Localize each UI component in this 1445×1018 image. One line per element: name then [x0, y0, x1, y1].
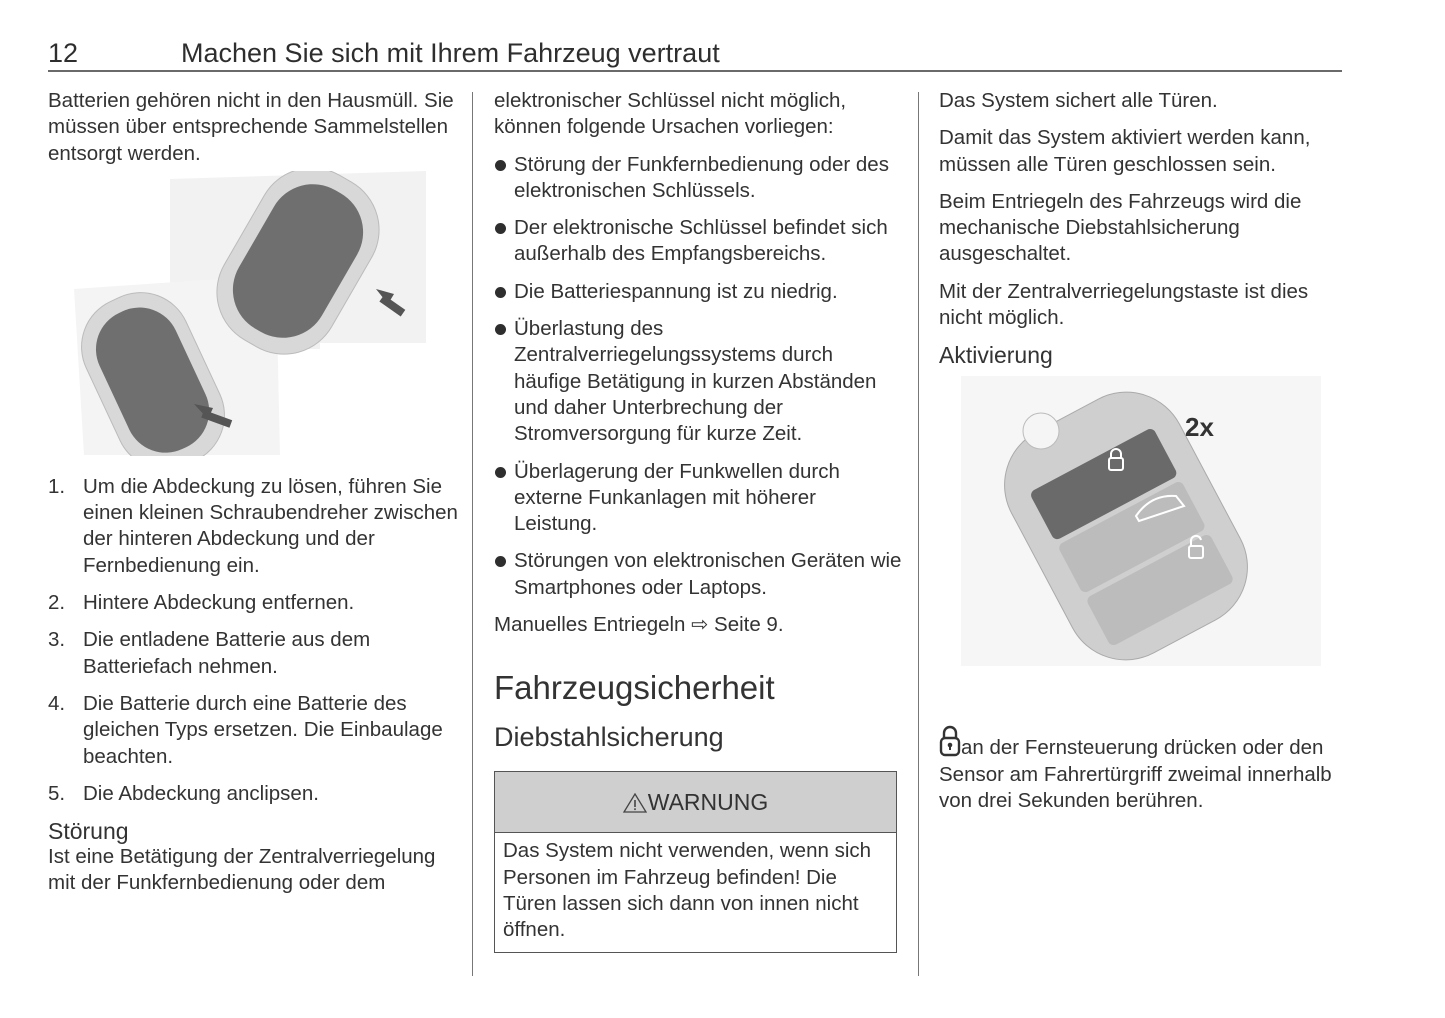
- column-divider: [472, 92, 473, 976]
- list-item: Störung der Funkfernbedienung oder des elektronischen Schlüssels.: [494, 152, 904, 205]
- list-item: 3. Die entladene Batterie aus dem Batteriefach nehmen.: [48, 628, 371, 678]
- section-title: Fahrzeugsicherheit: [494, 669, 775, 707]
- paragraph: Damit das System aktiviert werden kann, müssen alle Türen geschlossen sein.: [939, 126, 1311, 176]
- causes-list: [494, 152, 904, 601]
- aktivierung-heading: Aktivierung: [939, 342, 1053, 369]
- list-item: Der elektronische Schlüssel befindet sich außerhalb des Empfangsbereichs.: [494, 215, 904, 268]
- activation-instruction: an der Fernsteuerung drücken oder den Sensor am Fahrertürgriff zweimal innerhalb von drei Sekunden berühren.: [939, 724, 1344, 814]
- page-header: [48, 38, 1342, 72]
- list-item: 1. Um die Abdeckung zu lösen, führen Sie einen kleinen Schraubendreher zwischen der hinteren Abdeckung und der Fernbedienung ein.: [48, 474, 458, 577]
- column-left: [48, 88, 458, 908]
- paragraph: Beim Entriegeln des Fahrzeugs wird die mechanische Diebstahlsicherung ausgeschaltet.: [939, 189, 1302, 266]
- page-title: Machen Sie sich mit Ihrem Fahrzeug vertraut: [181, 38, 720, 68]
- remote-key-fob-image: [961, 376, 1321, 666]
- paragraph: Das System sichert alle Türen.: [939, 89, 1218, 112]
- stoerung-text: Ist eine Betätigung der Zentralverriegelung mit der Funkfernbedienung oder dem: [48, 845, 436, 895]
- column-right: [939, 88, 1344, 825]
- column-middle: [494, 88, 904, 953]
- manual-unlock-reference[interactable]: Manuelles Entriegeln ⇨ Seite 9.: [494, 613, 784, 637]
- remote-key-back-cover-image: [48, 171, 458, 456]
- subsection-title: Diebstahlsicherung: [494, 722, 724, 753]
- list-item: 4. Die Batterie durch eine Batterie des gleichen Typs ersetzen. Die Einbaulage beachten.: [48, 691, 443, 768]
- warning-triangle-icon: [623, 793, 647, 813]
- list-item: 2. Hintere Abdeckung entfernen.: [48, 591, 355, 615]
- continued-text: elektronischer Schlüssel nicht möglich, können folgende Ursachen vorliegen:: [494, 89, 847, 139]
- list-item: Überlagerung der Funkwellen durch externe Funkanlagen mit höherer Leistung.: [494, 459, 904, 538]
- page-number: 12: [48, 38, 79, 68]
- warning-header: [495, 772, 896, 833]
- battery-steps-list: [48, 474, 458, 807]
- battery-disposal-text: Batterien gehören nicht in den Hausmüll. Sie müssen über entsprechende Sammelstellen entsorgt werden.: [48, 89, 454, 165]
- key-fob-illustration: [961, 376, 1321, 666]
- list-item: Störungen von elektronischen Geräten wie Smartphones oder Laptops.: [494, 548, 904, 601]
- paragraph: Mit der Zentralverriegelungstaste ist dies nicht möglich.: [939, 279, 1309, 330]
- warning-box: [494, 771, 897, 952]
- list-item: Die Batteriespannung ist zu niedrig.: [494, 279, 904, 305]
- warning-label: WARNUNG: [647, 789, 769, 816]
- list-item: 5. Die Abdeckung anclipsen.: [48, 781, 319, 805]
- press-twice-label: 2x: [1185, 412, 1214, 443]
- key-battery-illustration: [48, 171, 458, 456]
- lock-icon: [939, 724, 961, 758]
- column-divider: [918, 92, 919, 976]
- stoerung-heading: Störung: [48, 818, 129, 845]
- warning-text: Das System nicht verwenden, wenn sich Personen im Fahrzeug befinden! Die Türen lassen sich dann von innen nicht öffnen.: [503, 839, 872, 942]
- list-item: Überlastung des Zentralverriegelungssystems durch häufige Betätigung in kurzen Abständen und daher Unterbrechung der Stromversorgung für kurze Zeit.: [494, 316, 904, 447]
